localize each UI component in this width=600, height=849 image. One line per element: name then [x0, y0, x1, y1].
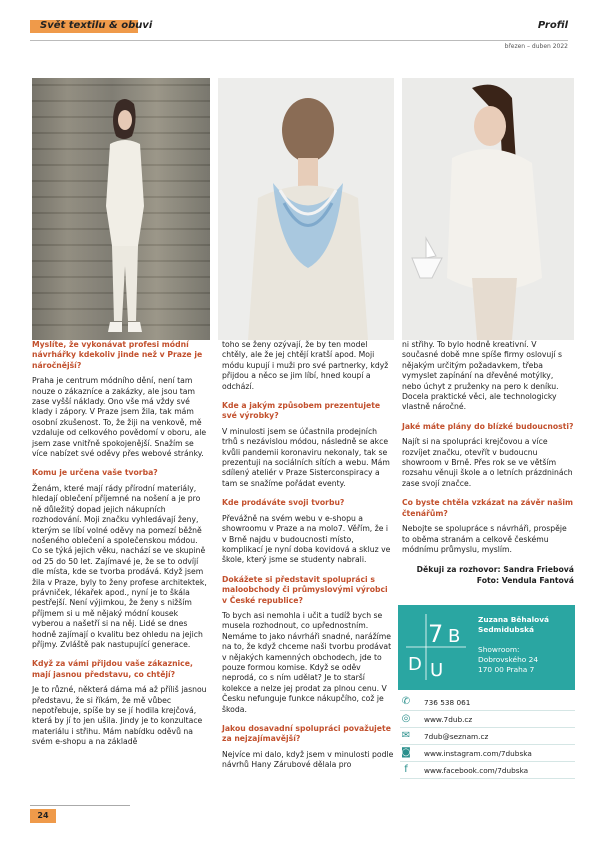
- contact-instagram[interactable]: www.instagram.com/7dubska: [424, 748, 532, 758]
- logo-letter: B: [448, 626, 461, 647]
- contact-phone[interactable]: 736 538 061: [424, 697, 471, 707]
- globe-icon: ◎: [401, 713, 411, 724]
- answer: Nebojte se spolupráce s návrháři, prospěje to oběma stranám a celkově českému módnímu průmyslu, myslím.: [402, 524, 567, 554]
- contact-facebook[interactable]: www.facebook.com/7dubska: [424, 765, 529, 775]
- phone-icon: ✆: [401, 696, 411, 707]
- instagram-icon: ◙: [401, 747, 411, 758]
- answer: toho se ženy ozývají, že by ten model chtěly, ale že jej chtějí kratší apod. Moji módu kupují i muži pro své partnerky, když přijdou a něco se jim líbí, hned koupí a odchází.: [222, 340, 389, 391]
- contact-row: [400, 694, 575, 711]
- photo-model-back-blue-scarf: [218, 78, 394, 340]
- answer: Praha je centrum módního dění, není tam nouze o zákazníce a zakázky, ale jsou tam zase vyšší náklady. Ono vše má vždy své klady i zápory. V Praze jsem žila, tak mám osobní zkušenost. To, že žiji na venkově, mě vzdaluje od celkového povědomí v oboru, ale jsem zase vnitřně spokojenější. Snažím se více nabízet své oděvy přes webové stránky.: [32, 376, 207, 459]
- owner-name-line: Zuzana Běhalová: [478, 615, 550, 624]
- contact-list: [400, 694, 575, 779]
- photo-model-white-sweater-paper-boat: [402, 78, 574, 340]
- rubric-title: Profil: [537, 20, 568, 31]
- showroom-address: [478, 645, 538, 675]
- owner-name-line: Sedmidubská: [478, 625, 535, 634]
- question: Když za vámi přijdou vaše zákaznice, mají jasnou představu, co chtějí?: [32, 659, 193, 679]
- answer: Ženám, které mají rády přírodní materiály, hledají oblečení příjemné na nošení a je pro ně důležitý dopad jejich nákupních rozhodování. Moji značku vyhledávají ženy, kterým se líbí volné oděvy na pomezí běžně nošeného oblečení a společenskou módou. Co se týká jejich věku, nachází se ve skupině od 25 do 50 let. Zajímavé je, že se to odvíjí dle místa, kde se tvorba prodává. Když jsem žila v Praze, byly to ženy profese architektek, právniček, lékařek apod., nyní je to škála pestřejší. Není výjimkou, že ženy s nižším příjmem si u mě nějaký módní kousek vyberou a našetří si na něj. Lidé se dnes hodně zajímají o kvalitu bez ohledu na jejich příjmy. Zvláště pak nastupující generace.: [32, 483, 207, 649]
- showroom-street: Dobrovského 24: [478, 655, 539, 664]
- answer: Najít si na spolupráci krejčovou a více rozvíjet značku, otevřít v budoucnu showroom v Brně. Přes rok se ve větším rozsahu věnuji škole a o letních prázdninách zase svojí značce.: [402, 437, 573, 488]
- photo-credit: Foto: Vendula Fantová: [476, 576, 574, 586]
- interview-credits: [402, 564, 574, 586]
- question: Jaké máte plány do blízké budoucnosti?: [402, 421, 574, 431]
- contact-row: [400, 762, 575, 779]
- showroom-city: 170 00 Praha 7: [478, 665, 535, 674]
- page-number: 24: [30, 809, 56, 823]
- answer: To bych asi nemohla i učit a tudíž bych se musela rozhodnout, co upřednostním. Nemáme to jako návrháři snadné, narážíme na to, že když chceme naši tvorbu prodávat v nějakých kamenných obchodech, jde to pouze formou komise. Když se oděv neprodá, co s ním udělat? Je to starší kolekce a nelze jej prodat za plnou cenu. V Česku nefunguje funkce nákupčího, což je škoda.: [222, 610, 392, 714]
- article-column-1: [32, 340, 207, 757]
- logo-letter: D: [408, 654, 422, 675]
- contact-row: [400, 745, 575, 762]
- contact-row: [400, 728, 575, 745]
- issue-date: březen – duben 2022: [504, 43, 568, 50]
- facebook-icon: f: [404, 764, 408, 775]
- contact-row: [400, 711, 575, 728]
- footer-divider: [30, 805, 130, 806]
- brand-owner-name: [478, 615, 549, 635]
- article-column-2: [222, 340, 394, 780]
- answer: V minulosti jsem se účastnila prodejních trhů s nezávislou módou, následně se akce kvůli pandemii koronaviru nekonaly, tak se prezentuji na sociálních sítích a webu. Mám sdílený ateliér v Praze Sisterconspiracy a tam se snažíme pořádat eventy.: [222, 426, 390, 488]
- question: Kde prodáváte svoji tvorbu?: [222, 498, 345, 508]
- brand-logo: [404, 610, 468, 684]
- contact-website[interactable]: www.7dub.cz: [424, 714, 473, 724]
- showroom-label: Showroom:: [478, 645, 520, 654]
- header-divider: [30, 40, 568, 41]
- question: Komu je určena vaše tvorba?: [32, 468, 158, 478]
- answer: Je to různé, některá dáma má až příliš jasnou představu, že si říkám, že mě vůbec nepotřebuje, spíše by se jí hodila krejčová, která by jí to jen ušila. Jindy je to konzultace materiálu i střihu. Mám nabídku oděvů na svém e-shopu a na základě: [32, 685, 207, 747]
- answer: ni střihy. To bylo hodně kreativní. V současné době mne spíše firmy oslovují s nějakým určitým požadavkem, třeba vymyslet zapínání na dřevěné motýlky, nebo úchyt z pruženky na pero k deníku. Docela praktické věci, ale technologicky vlastně náročné.: [402, 340, 562, 412]
- section-title: Svět textilu & obuvi: [40, 20, 153, 31]
- question: Dokážete si představit spolupráci s maloobchody či průmyslovými výrobci v České republice?: [222, 574, 388, 605]
- question: Co byste chtěla vzkázat na závěr našim čtenářům?: [402, 498, 574, 518]
- question: Jakou dosavadní spolupráci považujete za nejzajímavější?: [222, 724, 391, 744]
- logo-letter: U: [430, 660, 444, 681]
- brand-info-box: [398, 605, 575, 690]
- interviewer-credit: Děkuji za rozhovor: Sandra Friebová: [416, 565, 574, 575]
- logo-letter: 7: [428, 620, 444, 648]
- contact-email[interactable]: 7dub@seznam.cz: [424, 731, 489, 741]
- answer: Převážně na svém webu v e-shopu a showroomu v Praze a na molo7. Věřím, že i v Brně najdu v budoucnosti místo, komplikací je nyní doba kovidová a skluz ve škole, který jsme se studenty nabrali.: [222, 513, 391, 565]
- question: Kde a jakým způsobem prezentujete své výrobky?: [222, 401, 381, 421]
- answer: Nejvíce mi dalo, když jsem v minulosti podle návrhů Hany Zárubové dělala pro: [222, 749, 394, 770]
- photo-model-white-outfit-wall: [32, 78, 210, 340]
- mail-icon: ✉: [401, 730, 411, 741]
- question: Myslíte, že vykonávat profesi módní návrhářky kdekoliv jinde než v Praze je náročnější?: [32, 340, 203, 370]
- article-column-3: [402, 340, 574, 586]
